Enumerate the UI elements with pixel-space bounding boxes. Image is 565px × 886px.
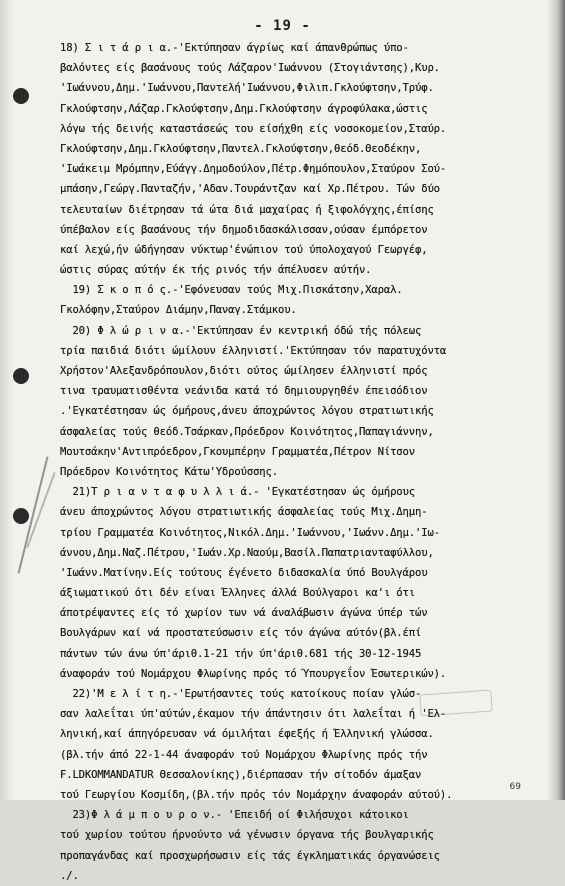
- text-line: ύπέβαλον είς βασάνους τήν δημοδιδασκάλισσαν,ούσαν έμπόρετον: [60, 223, 428, 236]
- typed-text-body: [60, 38, 530, 886]
- text-line: βαλόντες είς βασάνους τούς Λάζαρον'Ιωάννου (Στογιάντσης),Κυρ.: [60, 62, 440, 75]
- text-line: Γκλούφτσην,Δημ.Γκλούφτσην,Παντελ.Γκλούφτσην,θεόδ.Θεοδέκην,: [60, 142, 422, 155]
- text-line: προπαγάνδας καί προσχωρήσωσιν είς τάς έγκληματικάς όργανώσεις: [60, 849, 440, 862]
- corner-page-number: 69: [509, 782, 521, 792]
- text-line: άνευ άποχρώντος λόγου στρατιωτικής άσφαλείας τούς Μιχ.Δημη-: [60, 506, 428, 519]
- text-line: ./.: [60, 869, 79, 882]
- text-line: άσφαλείας τούς θεόδ.Τσάρκαν,Πρόεδρον Κοινότητος,Παπαγιάννην,: [60, 425, 434, 438]
- text-line: καί λεχώ,ήν ώδήγησαν νύκτωρ'ένώπιον τού ύπολοχαγού Γεωργέφ,: [60, 243, 428, 256]
- text-line: άξιωματικού ότι δέν είναι Έλληνες άλλά Βούλγαροι κα'ι ότι: [60, 587, 415, 600]
- text-line: τού χωρίου τούτου ήρνούντο νά γένωσιν όργανα τής βουλγαρικής: [60, 829, 434, 842]
- text-line: Γκλούφτσην,Λάζαρ.Γκλούφτσην,Δημ.Γκλούφτσην άγροφύλακα,ώστις: [60, 102, 428, 115]
- text-line: ληνική,καί άπηγόρευσαν νά όμιλήται έφεξής ή Έλληνική γλώσσα.: [60, 728, 434, 741]
- text-line: σαν λαλεΐται ύπ'αύτών,έκαμον τήν άπάντησιν ότι λαλεΐται ή 'Ελ-: [60, 708, 447, 721]
- text-line: 18) Σ ι τ ά ρ ι α.-'Εκτύπησαν άγρίως καί άπανθρώπως ύπο-: [60, 42, 409, 54]
- text-line: τρία παιδιά διότι ώμίλουν έλληνιστί.'Εκτύπησαν τόν παρατυχόντα: [60, 344, 447, 357]
- page-number: - 19 -: [254, 18, 311, 34]
- text-line: (βλ.τήν άπό 22-1-44 άναφοράν τού Νομάρχου Φλωρίνης πρός τήν: [60, 748, 428, 761]
- text-line: τινα τραυματισθέντα νεάνιδα κατά τό δημιουργηθέν έπεισόδιον: [60, 385, 428, 398]
- text-line: 'Ιωάννου,Δημ.'Ιωάννου,Παντελή'Ιωάννου,Φιλιπ.Γκλούφτσην,Τρύφ.: [60, 82, 434, 95]
- text-line: άναφοράν τού Νομάρχου Φλωρίνης πρός τό Ύπουργεΐον Έσωτερικών).: [60, 667, 447, 680]
- text-line: τού Γεωργίου Κοσμίδη,(βλ.τήν πρός τόν Νομάρχην άναφοράν αύτού).: [60, 788, 453, 801]
- punch-hole-lower: [13, 508, 29, 524]
- scan-edge-shadow-left: [0, 0, 14, 800]
- text-line: 19) Σ κ ο π ό ς.-'Εφόνευσαν τούς Μιχ.Πισκάτσην,Χαραλ.: [60, 284, 403, 297]
- text-line: Βουλγάρων καί νά προστατεύσωσιν είς τόν άγώνα αύτόν(βλ.έπί: [60, 627, 422, 640]
- text-line: 23)Φ λ ά μ π ο υ ρ ο ν.- 'Επειδή οί Φιλήσυχοι κάτοικοι: [60, 809, 409, 822]
- text-line: άποτρέψαντες είς τό χωρίον των νά άναλάβωσιν άγώνα ύπέρ τών: [60, 607, 428, 620]
- text-line: τελευταίων διέτρησαν τά ώτα διά μαχαίρας ή ξιφολόγχης,έπίσης: [60, 203, 434, 216]
- text-line: F.LDKOMMANDATUR Θεσσαλονίκης),διέρπασαν τήν σίτοδόν άμαξαν: [60, 768, 422, 781]
- text-line: μπάσην,Γεώργ.Πανταζήν,'Αδαν.Τουράντζαν καί Χρ.Πέτρου. Τών δύο: [60, 183, 440, 196]
- text-line: λόγω τής δεινής καταστάσεώς του είσήχθη είς νοσοκομείον,Σταύρ.: [60, 122, 447, 135]
- text-line: 22)'Μ ε λ ί τ η.-'Ερωτήσαντες τούς κατοίκους ποίαν γλώσ-: [60, 688, 422, 700]
- punch-hole-middle: [13, 368, 29, 384]
- scan-edge-shadow-right: [547, 0, 565, 800]
- text-line: τρίου Γραμματέα Κοινότητος,Νικόλ.Δημ.'Ιωάννου,'Ιωάνν.Δημ.'Ιω-: [60, 526, 440, 539]
- text-line: 'Ιωάκειμ Μρόμπην,Εύάγγ.Δημοδούλον,Πέτρ.Φημόπουλον,Σταύρον Σού-: [60, 163, 447, 176]
- text-line: Χρήστον'Αλεξανδρόπουλον,διότι ούτος ώμίλησεν έλληνιστί πρός: [60, 365, 428, 377]
- text-line: .'Εγκατέστησαν ώς όμήρους,άνευ άποχρώντος λόγου στρατιωτικής: [60, 405, 434, 418]
- text-line: άννου,Δημ.Ναζ.Πέτρου,'Ιωάν.Χρ.Ναούμ,Βασίλ.Παπατριανταφύλλου,: [60, 546, 434, 559]
- text-line: Γκολόφην,Σταύρον Διάμην,Παναγ.Στάμκου.: [60, 304, 297, 317]
- text-line: Μουτσάκην'Αντιπρόεδρον,Γκουμπέρην Γραμματέα,Πέτρον Νίτσον: [60, 445, 415, 458]
- text-line: Πρόεδρον Κοινότητος Κάτω'Υδρούσσης.: [60, 465, 278, 478]
- punch-hole-top: [13, 88, 29, 104]
- text-line: ώστις σύρας αύτήν έκ τής ρινός τήν άπέλυσεν αύτήν.: [60, 264, 372, 277]
- text-line: 20) Φ λ ώ ρ ι ν α.-'Εκτύπησαν έν κεντρική όδώ τής πόλεως: [60, 324, 422, 337]
- text-line: 21)Τ ρ ι α ν τ α φ υ λ λ ι ά.- 'Εγκατέστησαν ώς όμήρους: [60, 486, 415, 499]
- text-line: πάντων τών άνω ύπ'άριθ.1-21 τήν ύπ'άριθ.681 τής 30-12-1945: [60, 647, 422, 660]
- text-line: 'Ιωάνν.Ματίνην.Είς τούτους έγένετο διδασκαλία ύπό Βουλγάρου: [60, 566, 428, 579]
